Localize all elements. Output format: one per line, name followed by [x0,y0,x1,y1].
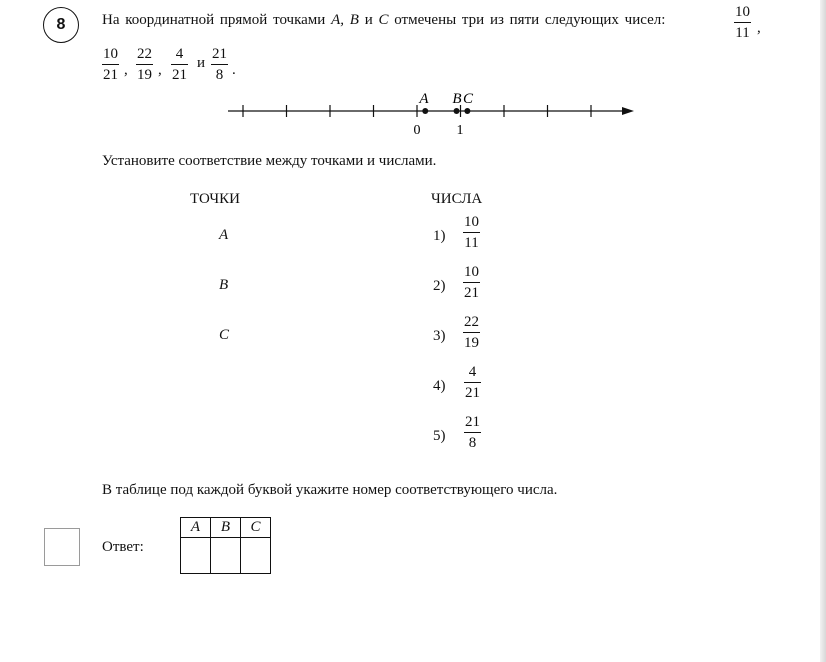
fraction-numerator: 10 [464,214,479,230]
answer-cell-c[interactable] [241,538,271,574]
point-c-item: C [219,327,230,343]
fraction-10-21 [102,47,119,83]
comma: , [757,20,761,36]
number-line [220,86,650,142]
answer-header-c: C [241,518,271,538]
fraction-denominator: 11 [735,25,750,41]
point-a-ref: A, [331,12,345,28]
fraction-denominator: 19 [137,67,152,83]
answer-cell-a[interactable] [181,538,211,574]
tick-label-zero: 0 [413,123,421,138]
task-text-line1 [102,12,665,29]
point-b-item: B [219,277,229,293]
question-number: 8 [43,7,79,43]
point-label-b: B [452,91,462,107]
fraction-denominator: 21 [464,285,479,301]
and-word: и [364,12,373,28]
task-after-points: отмечены три из пяти следующих чисел: [394,12,666,28]
option-index-3: 3) [433,328,446,344]
option-fraction-1 [463,215,480,251]
fraction-21-8 [211,47,228,83]
arrow-head-icon [622,107,634,115]
page-edge-shadow [820,0,826,662]
and-word-2: и [197,55,206,71]
option-fraction-4 [464,365,481,401]
fraction-denominator: 21 [103,67,118,83]
option-fraction-3 [463,315,480,351]
task-intro: На координатной прямой точками [102,12,326,28]
fraction-numerator: 10 [735,4,750,20]
answer-header-a: A [181,518,211,538]
fraction-numerator: 10 [464,264,479,280]
fraction-numerator: 22 [137,46,152,62]
fraction-numerator: 22 [464,314,479,330]
answer-table-header-row [181,518,271,538]
answer-cell-b[interactable] [211,538,241,574]
point-a-item: A [219,227,229,243]
point-c-ref: C [378,12,389,28]
point-label-c: C [462,91,474,107]
fraction-numerator: 21 [465,414,480,430]
option-index-4: 4) [433,378,446,394]
points-column-header: ТОЧКИ [190,191,241,207]
fraction-numerator: 21 [212,46,227,62]
point-a-dot [422,108,428,114]
answer-checkbox[interactable] [44,528,80,566]
fraction-10-11 [734,5,751,41]
fraction-4-21 [171,47,188,83]
fraction-numerator: 10 [103,46,118,62]
tick-label-one: 1 [456,123,464,138]
instruction: Установите соответствие между точками и числами. [102,153,437,169]
answer-label: Ответ: [102,539,144,555]
fraction-denominator: 19 [464,335,479,351]
point-label-a: A [419,91,429,107]
fraction-denominator: 11 [464,235,479,251]
option-index-5: 5) [433,428,446,444]
comma: , [158,62,162,78]
fraction-numerator: 4 [468,364,477,380]
numbers-column-header: ЧИСЛА [431,191,483,207]
option-index-2: 2) [433,278,446,294]
answer-table-input-row [181,538,271,574]
comma: , [124,62,128,78]
table-instruction: В таблице под каждой буквой укажите номер соответствующего числа. [102,482,558,498]
point-b-ref: B [349,12,359,28]
option-fraction-2 [463,265,480,301]
period: . [232,62,236,78]
option-fraction-5 [464,415,481,451]
fraction-numerator: 4 [175,46,184,62]
fraction-denominator: 21 [172,67,187,83]
fraction-denominator: 8 [468,435,477,451]
fraction-22-19 [136,47,153,83]
option-index-1: 1) [433,228,446,244]
answer-header-b: B [211,518,241,538]
point-b-dot [454,108,460,114]
point-c-dot [464,108,470,114]
fraction-denominator: 8 [215,67,224,83]
fraction-denominator: 21 [465,385,480,401]
answer-table [180,517,271,574]
